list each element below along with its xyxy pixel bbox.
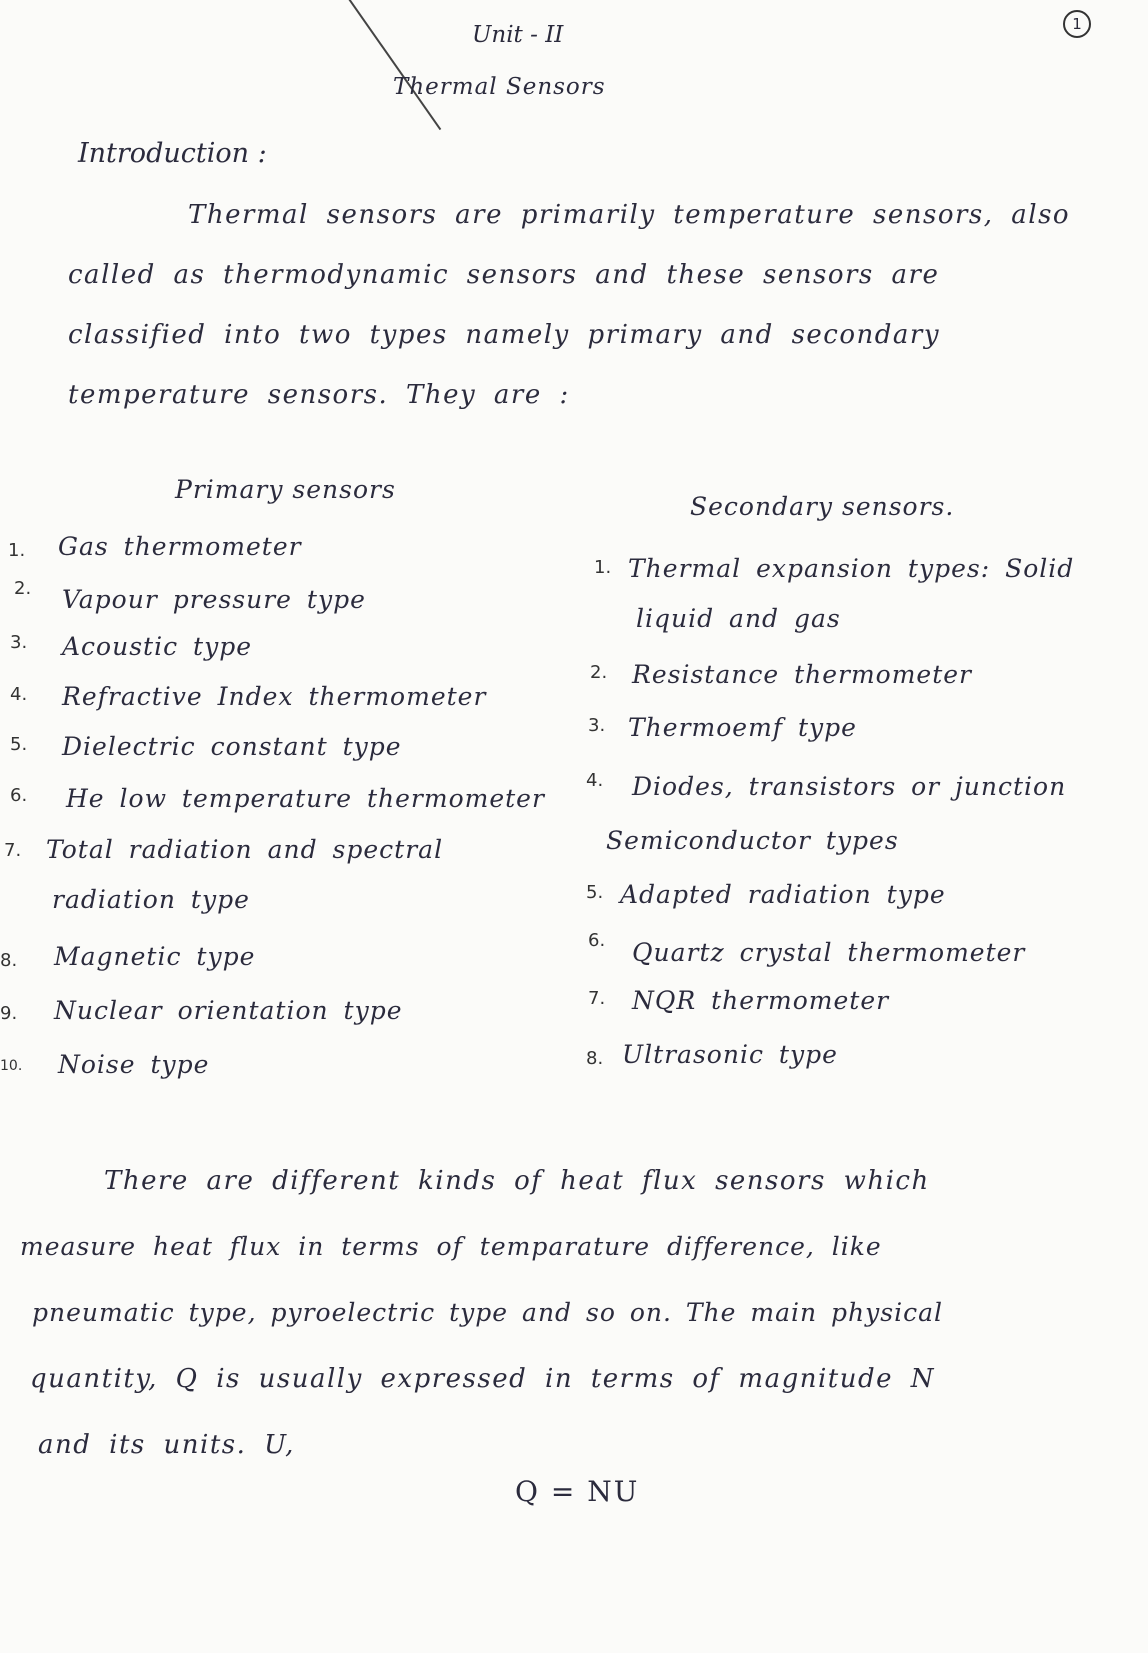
list-item: Magnetic type [54,942,256,971]
flux-line: There are different kinds of heat flux sensors which [104,1166,930,1196]
list-item: Total radiation and spectral [46,835,444,864]
intro-line: classified into two types namely primary and secondary [68,320,941,350]
unit-label: Unit - II [472,22,564,48]
primary-heading: Primary sensors [175,475,396,504]
list-number: 1. [594,557,612,578]
list-item: radiation type [52,885,250,914]
list-item: NQR thermometer [632,986,890,1015]
list-item: Nuclear orientation type [54,996,403,1025]
section-heading: Introduction : [78,138,267,169]
page-title: Thermal Sensors [393,74,606,100]
list-number: 7. [588,988,606,1009]
list-number: 6. [10,785,28,806]
equation: Q = NU [515,1475,640,1508]
list-number: 3. [588,715,606,736]
intro-line: Thermal sensors are primarily temperature sensors, also [188,200,1071,230]
secondary-heading: Secondary sensors. [690,492,955,521]
list-item: Acoustic type [62,632,252,661]
list-item: Refractive Index thermometer [62,682,487,711]
list-item: He low temperature thermometer [66,784,545,813]
flux-line: measure heat flux in terms of temparature difference, like [20,1232,882,1261]
list-number: 2. [14,578,32,599]
list-item: Thermoemf type [628,713,857,742]
list-number: 4. [586,770,604,791]
list-item: Vapour pressure type [62,585,366,614]
list-number: 8. [586,1048,604,1069]
list-item: Gas thermometer [58,532,302,561]
flux-line: quantity, Q is usually expressed in terms of magnitude N [30,1364,936,1394]
flux-line: pneumatic type, pyroelectric type and so on. The main physical [32,1298,943,1327]
list-item: Ultrasonic type [622,1040,838,1069]
margin-stroke [345,0,441,130]
list-number: 10. [0,1058,23,1074]
list-number: 4. [10,684,28,705]
intro-line: temperature sensors. They are : [68,380,570,410]
list-number: 5. [586,882,604,903]
list-number: 7. [4,840,22,861]
intro-line: called as thermodynamic sensors and these sensors are [68,260,940,290]
list-item: Resistance thermometer [632,660,973,689]
list-item: Thermal expansion types: Solid [628,554,1075,583]
list-item: Semiconductor types [606,826,899,855]
list-item: Dielectric constant type [62,732,402,761]
list-item: Adapted radiation type [620,880,946,909]
list-number: 3. [10,632,28,653]
list-number: 2. [590,662,608,683]
list-number: 1. [8,540,26,561]
flux-line: and its units. U, [38,1430,295,1460]
list-number: 6. [588,930,606,951]
list-item: liquid and gas [636,604,841,633]
list-number: 9. [0,1003,18,1024]
list-item: Diodes, transistors or junction [632,772,1067,801]
list-number: 5. [10,734,28,755]
page-number: 1 [1063,10,1091,38]
list-item: Noise type [58,1050,210,1079]
list-number: 8. [0,950,18,971]
list-item: Quartz crystal thermometer [632,938,1026,967]
